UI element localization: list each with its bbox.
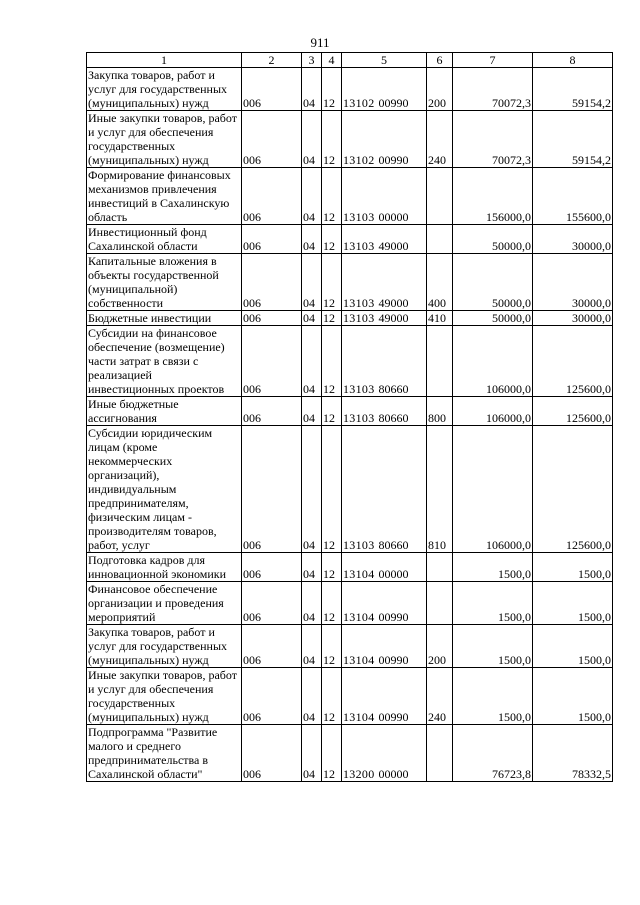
ministry-code-cell: 006: [242, 426, 302, 553]
amount-2017-cell: 70072,3: [453, 111, 533, 168]
row-name-cell: Субсидии на финансовое обеспечение (возмещение) части затрат в связи с реализацией инвестиционных проектов: [87, 326, 242, 397]
ministry-code-cell: 006: [242, 668, 302, 725]
amount-2017-cell: 50000,0: [453, 311, 533, 326]
target-program-code: 13103: [343, 210, 375, 224]
subsection-code-cell: 12: [322, 68, 342, 111]
subsection-code-cell: 12: [322, 168, 342, 225]
target-article-cell: [342, 426, 427, 553]
row-name-cell: Подпрограмма "Развитие малого и среднего предпринимательства в Сахалинской области": [87, 725, 242, 782]
target-program-code: 13103: [343, 239, 375, 253]
row-name-cell: Субсидии юридическим лицам (кроме некоммерческих организаций), индивидуальным предпринимателям, физическим лицам - производителям товаров, работ, услуг: [87, 426, 242, 553]
amount-2017-cell: 106000,0: [453, 326, 533, 397]
expense-type-cell: [427, 326, 453, 397]
amount-2018-cell: 59154,2: [533, 68, 613, 111]
amount-2017-cell: 70072,3: [453, 68, 533, 111]
header-cell: 6: [427, 53, 453, 68]
table-row: [87, 582, 613, 625]
amount-2018-cell: 59154,2: [533, 111, 613, 168]
amount-2017-cell: 1500,0: [453, 582, 533, 625]
target-program-code: 13104: [343, 610, 375, 624]
target-program-code: 13103: [343, 411, 375, 425]
header-cell: 3: [302, 53, 322, 68]
table-row: [87, 553, 613, 582]
section-code-cell: 04: [302, 553, 322, 582]
amount-2018-cell: 1500,0: [533, 582, 613, 625]
ministry-code-cell: 006: [242, 326, 302, 397]
header-cell: 5: [342, 53, 427, 68]
table-row: [87, 168, 613, 225]
target-direction-code: 00990: [378, 610, 409, 624]
expense-type-cell: [427, 582, 453, 625]
section-code-cell: 04: [302, 225, 322, 254]
row-name-cell: Финансовое обеспечение организации и проведения мероприятий: [87, 582, 242, 625]
table-row: [87, 254, 613, 311]
header-cell: 8: [533, 53, 613, 68]
target-direction-code: 00990: [378, 653, 409, 667]
target-direction-code: 00000: [378, 767, 409, 781]
amount-2018-cell: 78332,5: [533, 725, 613, 782]
section-code-cell: 04: [302, 326, 322, 397]
header-cell: 4: [322, 53, 342, 68]
row-name-cell: Иные бюджетные ассигнования: [87, 397, 242, 426]
target-article-cell: [342, 254, 427, 311]
target-program-code: 13103: [343, 538, 375, 552]
ministry-code-cell: 006: [242, 725, 302, 782]
amount-2017-cell: 1500,0: [453, 625, 533, 668]
target-direction-code: 49000: [378, 296, 409, 310]
target-program-code: 13104: [343, 653, 375, 667]
target-direction-code: 00000: [378, 567, 409, 581]
target-article-cell: [342, 311, 427, 326]
target-program-code: 13103: [343, 311, 375, 325]
ministry-code-cell: 006: [242, 397, 302, 426]
target-article-cell: [342, 625, 427, 668]
amount-2017-cell: 1500,0: [453, 668, 533, 725]
subsection-code-cell: 12: [322, 111, 342, 168]
section-code-cell: 04: [302, 426, 322, 553]
ministry-code-cell: 006: [242, 582, 302, 625]
target-direction-code: 49000: [378, 311, 409, 325]
target-article-cell: [342, 168, 427, 225]
target-article-cell: [342, 582, 427, 625]
section-code-cell: 04: [302, 168, 322, 225]
amount-2017-cell: 50000,0: [453, 254, 533, 311]
expense-type-cell: 200: [427, 625, 453, 668]
subsection-code-cell: 12: [322, 725, 342, 782]
header-row: [87, 53, 613, 68]
section-code-cell: 04: [302, 68, 322, 111]
row-name-cell: Подготовка кадров для инновационной экономики: [87, 553, 242, 582]
ministry-code-cell: 006: [242, 168, 302, 225]
section-code-cell: 04: [302, 725, 322, 782]
table-row: [87, 625, 613, 668]
amount-2018-cell: 1500,0: [533, 668, 613, 725]
page-number: 911: [310, 35, 330, 50]
subsection-code-cell: 12: [322, 397, 342, 426]
row-name-cell: Формирование финансовых механизмов привлечения инвестиций в Сахалинскую область: [87, 168, 242, 225]
ministry-code-cell: 006: [242, 311, 302, 326]
amount-2018-cell: 155600,0: [533, 168, 613, 225]
amount-2017-cell: 156000,0: [453, 168, 533, 225]
header-cell: 1: [87, 53, 242, 68]
target-article-cell: [342, 725, 427, 782]
amount-2017-cell: 50000,0: [453, 225, 533, 254]
amount-2017-cell: 76723,8: [453, 725, 533, 782]
expense-type-cell: 200: [427, 68, 453, 111]
expense-type-cell: 240: [427, 668, 453, 725]
section-code-cell: 04: [302, 582, 322, 625]
table-row: [87, 111, 613, 168]
table-row: [87, 311, 613, 326]
expense-type-cell: 810: [427, 426, 453, 553]
ministry-code-cell: 006: [242, 553, 302, 582]
row-name-cell: Иные закупки товаров, работ и услуг для обеспечения государственных (муниципальных) нужд: [87, 111, 242, 168]
row-name-cell: Инвестиционный фонд Сахалинской области: [87, 225, 242, 254]
subsection-code-cell: 12: [322, 426, 342, 553]
amount-2017-cell: 106000,0: [453, 397, 533, 426]
ministry-code-cell: 006: [242, 111, 302, 168]
target-program-code: 13102: [343, 153, 375, 167]
target-direction-code: 00000: [378, 210, 409, 224]
row-name-cell: Закупка товаров, работ и услуг для государственных (муниципальных) нужд: [87, 625, 242, 668]
target-article-cell: [342, 326, 427, 397]
amount-2018-cell: 125600,0: [533, 426, 613, 553]
expense-type-cell: [427, 225, 453, 254]
ministry-code-cell: 006: [242, 254, 302, 311]
target-program-code: 13104: [343, 567, 375, 581]
target-direction-code: 00990: [378, 710, 409, 724]
expense-type-cell: 410: [427, 311, 453, 326]
budget-table: [86, 52, 613, 782]
ministry-code-cell: 006: [242, 68, 302, 111]
expense-type-cell: 240: [427, 111, 453, 168]
subsection-code-cell: 12: [322, 553, 342, 582]
header-cell: 7: [453, 53, 533, 68]
header-cell: 2: [242, 53, 302, 68]
expense-type-cell: 400: [427, 254, 453, 311]
target-direction-code: 80660: [378, 382, 409, 396]
target-direction-code: 00990: [378, 96, 409, 110]
row-name-cell: Капитальные вложения в объекты государственной (муниципальной) собственности: [87, 254, 242, 311]
table-row: [87, 68, 613, 111]
subsection-code-cell: 12: [322, 225, 342, 254]
expense-type-cell: [427, 553, 453, 582]
target-article-cell: [342, 111, 427, 168]
target-direction-code: 49000: [378, 239, 409, 253]
subsection-code-cell: 12: [322, 311, 342, 326]
table-row: [87, 725, 613, 782]
amount-2017-cell: 106000,0: [453, 426, 533, 553]
ministry-code-cell: 006: [242, 625, 302, 668]
table-row: [87, 426, 613, 553]
section-code-cell: 04: [302, 668, 322, 725]
subsection-code-cell: 12: [322, 254, 342, 311]
target-program-code: 13103: [343, 382, 375, 396]
expense-type-cell: 800: [427, 397, 453, 426]
target-article-cell: [342, 553, 427, 582]
table-row: [87, 397, 613, 426]
expense-type-cell: [427, 168, 453, 225]
target-direction-code: 80660: [378, 538, 409, 552]
target-article-cell: [342, 397, 427, 426]
target-direction-code: 80660: [378, 411, 409, 425]
amount-2018-cell: 1500,0: [533, 553, 613, 582]
target-article-cell: [342, 668, 427, 725]
row-name-cell: Закупка товаров, работ и услуг для государственных (муниципальных) нужд: [87, 68, 242, 111]
subsection-code-cell: 12: [322, 668, 342, 725]
section-code-cell: 04: [302, 625, 322, 668]
row-name-cell: Бюджетные инвестиции: [87, 311, 242, 326]
section-code-cell: 04: [302, 111, 322, 168]
row-name-cell: Иные закупки товаров, работ и услуг для обеспечения государственных (муниципальных) нужд: [87, 668, 242, 725]
subsection-code-cell: 12: [322, 326, 342, 397]
expense-type-cell: [427, 725, 453, 782]
section-code-cell: 04: [302, 311, 322, 326]
amount-2018-cell: 30000,0: [533, 254, 613, 311]
target-program-code: 13102: [343, 96, 375, 110]
target-article-cell: [342, 225, 427, 254]
target-direction-code: 00990: [378, 153, 409, 167]
table-row: [87, 668, 613, 725]
target-program-code: 13200: [343, 767, 375, 781]
subsection-code-cell: 12: [322, 625, 342, 668]
amount-2018-cell: 125600,0: [533, 326, 613, 397]
section-code-cell: 04: [302, 397, 322, 426]
amount-2018-cell: 125600,0: [533, 397, 613, 426]
table-row: [87, 225, 613, 254]
amount-2018-cell: 30000,0: [533, 311, 613, 326]
amount-2018-cell: 1500,0: [533, 625, 613, 668]
amount-2018-cell: 30000,0: [533, 225, 613, 254]
section-code-cell: 04: [302, 254, 322, 311]
ministry-code-cell: 006: [242, 225, 302, 254]
target-program-code: 13103: [343, 296, 375, 310]
subsection-code-cell: 12: [322, 582, 342, 625]
table-row: [87, 326, 613, 397]
amount-2017-cell: 1500,0: [453, 553, 533, 582]
target-program-code: 13104: [343, 710, 375, 724]
target-article-cell: [342, 68, 427, 111]
